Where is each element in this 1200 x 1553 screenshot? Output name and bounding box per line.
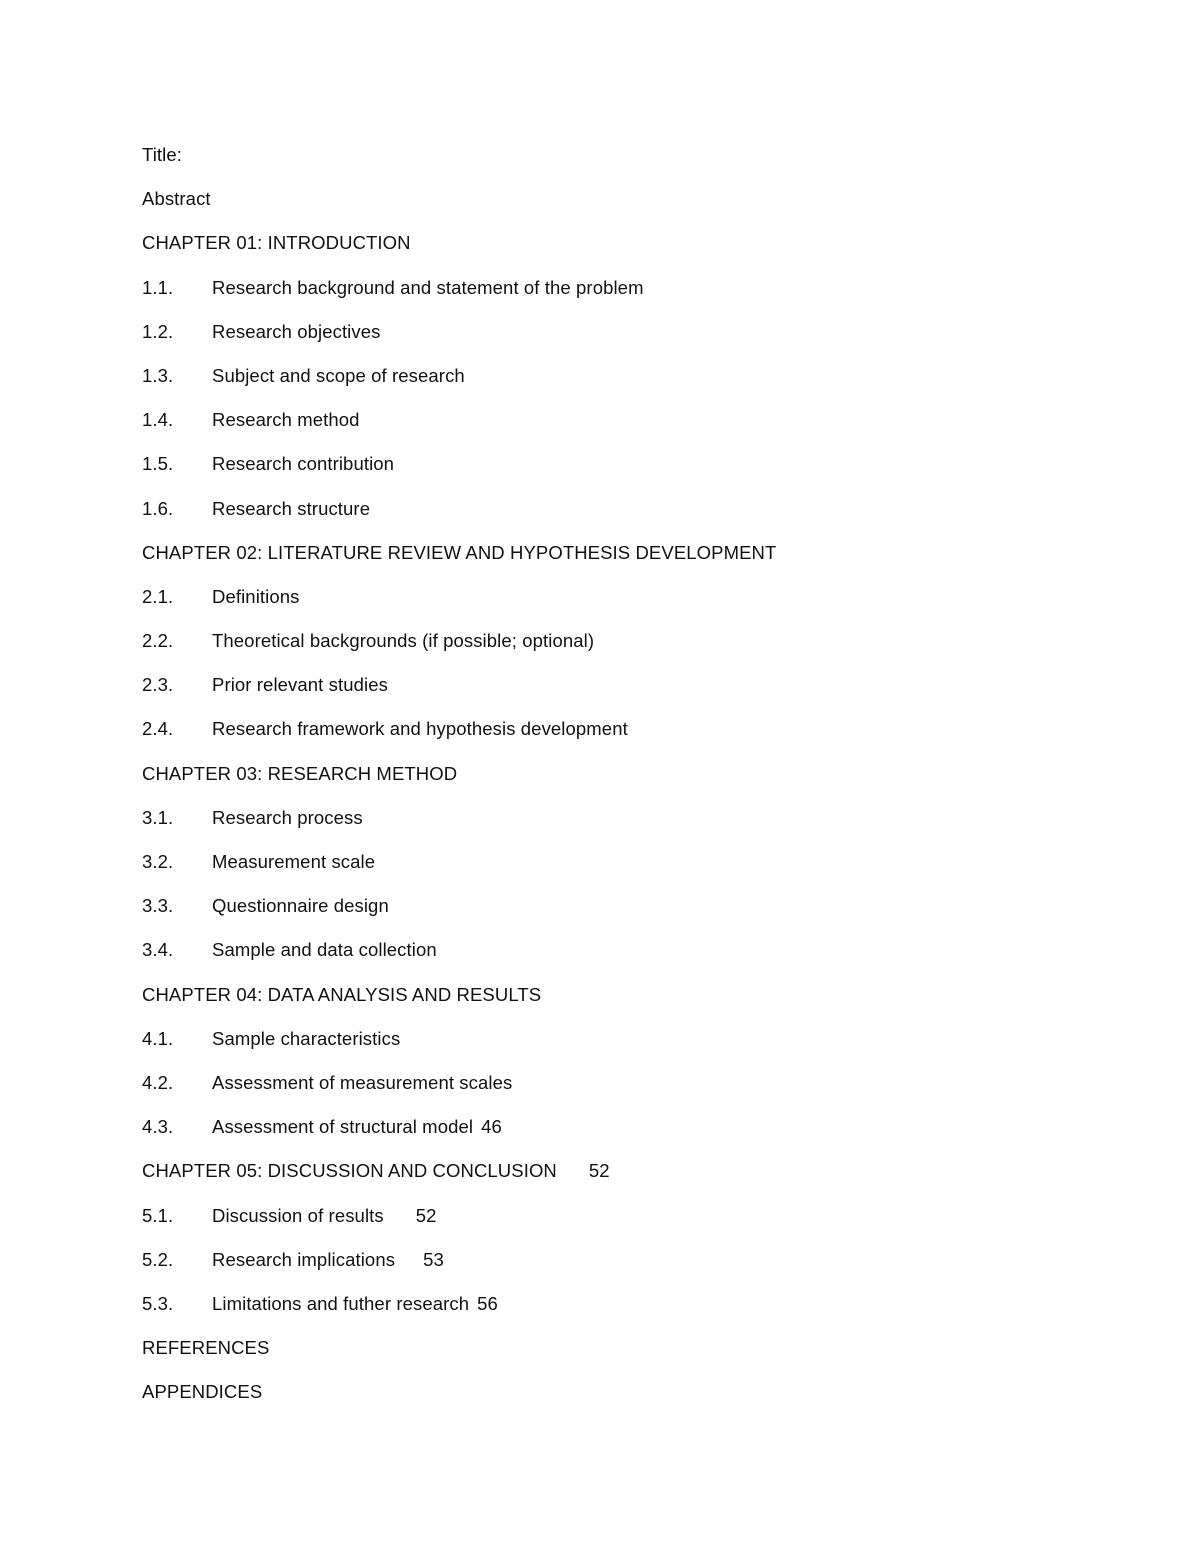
- section-number: 1.5.: [142, 453, 174, 475]
- section-line: [142, 452, 1102, 496]
- references-line: REFERENCES: [142, 1337, 270, 1359]
- chapter-title: CHAPTER 01: INTRODUCTION: [142, 232, 411, 254]
- section-title: Subject and scope of research: [212, 364, 465, 386]
- section-title: Research objectives: [212, 320, 381, 342]
- section-title: Discussion of results: [212, 1204, 384, 1226]
- section-line: [142, 1204, 1102, 1248]
- section-number: 1.1.: [142, 276, 174, 298]
- section-line: [142, 585, 1102, 629]
- section-number: 5.3.: [142, 1292, 174, 1314]
- section-line: [142, 1292, 1102, 1336]
- section-number: 2.2.: [142, 630, 174, 652]
- section-title: Research framework and hypothesis development: [212, 718, 628, 740]
- section-line: [142, 364, 1102, 408]
- chapter-title: CHAPTER 03: RESEARCH METHOD: [142, 762, 458, 784]
- section-title: Research contribution: [212, 453, 395, 475]
- chapter-title: CHAPTER 04: DATA ANALYSIS AND RESULTS: [142, 983, 542, 1005]
- section-line: [142, 938, 1102, 982]
- section-number: 1.4.: [142, 409, 174, 431]
- section-line: [142, 1248, 1102, 1292]
- section-line: [142, 276, 1102, 320]
- section-title: Definitions: [212, 585, 300, 607]
- table-of-contents: [142, 143, 1102, 1424]
- page-number: 53: [423, 1248, 444, 1270]
- chapter-heading: [142, 762, 1102, 806]
- section-number: 4.1.: [142, 1027, 174, 1049]
- chapter-heading: [142, 983, 1102, 1027]
- section-number: 3.3.: [142, 895, 174, 917]
- title-line: Title:: [142, 144, 183, 165]
- section-title: Research structure: [212, 497, 371, 519]
- section-number: 5.1.: [142, 1204, 174, 1226]
- section-line: [142, 806, 1102, 850]
- section-number: 2.1.: [142, 585, 174, 607]
- page-number: 46: [481, 1116, 502, 1138]
- chapter-title: CHAPTER 02: LITERATURE REVIEW AND HYPOTHESIS DEVELOPMENT: [142, 541, 777, 563]
- section-title: Sample characteristics: [212, 1027, 401, 1049]
- section-line: [142, 629, 1102, 673]
- section-title: Assessment of measurement scales: [212, 1071, 513, 1093]
- chapter-title: CHAPTER 05: DISCUSSION AND CONCLUSION: [142, 1160, 557, 1182]
- section-title: Theoretical backgrounds (if possible; optional): [212, 630, 595, 652]
- section-title: Assessment of structural model: [212, 1116, 474, 1138]
- section-line: [142, 320, 1102, 364]
- section-line: [142, 497, 1102, 541]
- page-number: 52: [588, 1160, 610, 1182]
- page-number: 52: [415, 1204, 437, 1226]
- abstract-line: Abstract: [142, 188, 211, 210]
- section-number: 5.2.: [142, 1248, 174, 1270]
- section-title: Research method: [212, 409, 360, 431]
- section-line: [142, 1115, 1102, 1159]
- section-title: Sample and data collection: [212, 939, 437, 961]
- section-title: Research implications: [212, 1248, 396, 1270]
- section-line: [142, 1027, 1102, 1071]
- section-number: 3.2.: [142, 851, 174, 872]
- section-number: 1.3.: [142, 364, 174, 386]
- section-line: [142, 408, 1102, 452]
- section-number: 3.1.: [142, 806, 174, 828]
- section-title: Questionnaire design: [212, 895, 389, 917]
- chapter-heading: [142, 541, 1102, 585]
- appendices-line: APPENDICES: [142, 1381, 263, 1403]
- section-title: Measurement scale: [212, 851, 376, 872]
- section-line: [142, 894, 1102, 938]
- section-number: 2.4.: [142, 718, 174, 740]
- section-number: 4.3.: [142, 1116, 174, 1138]
- chapter-heading: [142, 1159, 1102, 1203]
- section-number: 2.3.: [142, 674, 174, 696]
- chapter-heading: [142, 231, 1102, 275]
- section-number: 1.2.: [142, 320, 174, 342]
- section-line: [142, 717, 1102, 761]
- section-number: 4.2.: [142, 1071, 174, 1093]
- section-number: 1.6.: [142, 497, 174, 519]
- page-number: 56: [477, 1292, 498, 1314]
- section-title: Research process: [212, 806, 363, 828]
- section-line: [142, 1071, 1102, 1115]
- section-title: Research background and statement of the problem: [212, 276, 644, 298]
- section-number: 3.4.: [142, 939, 174, 961]
- section-title: Limitations and futher research: [212, 1292, 470, 1314]
- section-line: [142, 673, 1102, 717]
- section-title: Prior relevant studies: [212, 674, 388, 696]
- section-line: [142, 850, 1102, 894]
